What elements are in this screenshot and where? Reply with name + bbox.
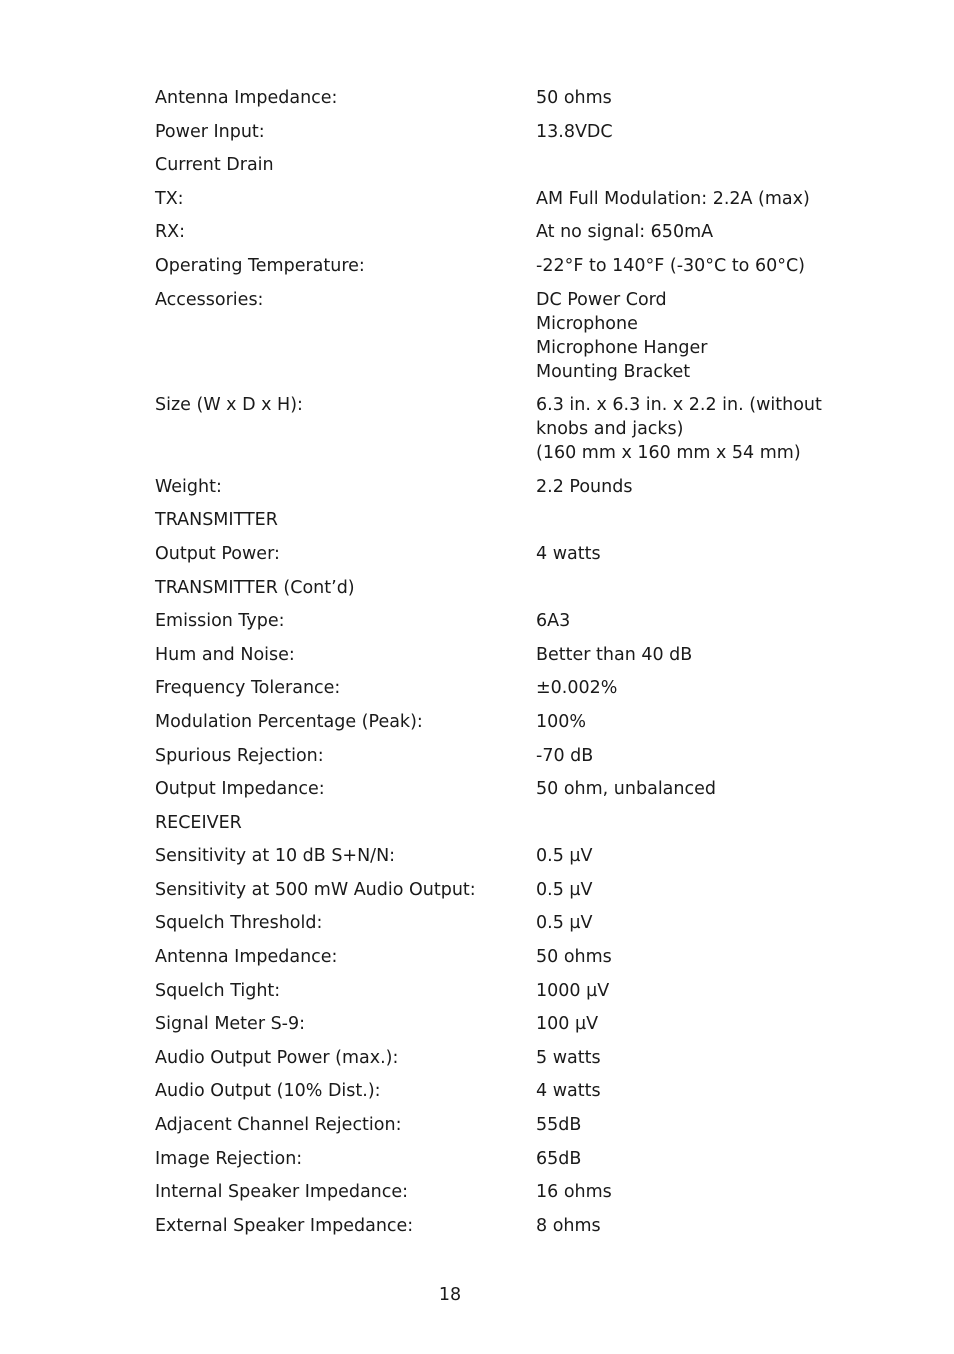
spec-value-line: 65dB xyxy=(536,1148,582,1169)
spec-value xyxy=(536,288,836,384)
spec-label: Signal Meter S-9: xyxy=(155,1014,306,1035)
spec-value xyxy=(536,508,836,532)
spec-value xyxy=(536,979,836,1003)
spec-row xyxy=(155,609,855,633)
spec-value xyxy=(536,1079,836,1103)
spec-value xyxy=(536,609,836,633)
spec-value-line: knobs and jacks) xyxy=(536,419,684,440)
spec-row xyxy=(155,979,855,1003)
spec-value-line: 100 µV xyxy=(536,1014,599,1035)
spec-label: Audio Output Power (max.): xyxy=(155,1047,399,1068)
spec-value-line: 0.5 µV xyxy=(536,846,593,867)
spec-value xyxy=(536,475,836,499)
spec-value xyxy=(536,393,836,465)
spec-value xyxy=(536,153,836,177)
spec-value xyxy=(536,1214,836,1238)
spec-value-line: At no signal: 650mA xyxy=(536,222,714,243)
spec-label: RX: xyxy=(155,222,186,243)
spec-value xyxy=(536,86,836,110)
spec-value-line: AM Full Modulation: 2.2A (max) xyxy=(536,188,810,209)
spec-value-line: -70 dB xyxy=(536,745,594,766)
spec-label: RECEIVER xyxy=(155,812,242,833)
spec-value-line: 50 ohms xyxy=(536,947,612,968)
spec-label: TRANSMITTER xyxy=(155,510,278,531)
spec-label: Output Impedance: xyxy=(155,779,325,800)
spec-label: Operating Temperature: xyxy=(155,255,365,276)
spec-value-line: 50 ohms xyxy=(536,88,612,108)
spec-value-line: Mounting Bracket xyxy=(536,361,691,382)
spec-row xyxy=(155,542,855,566)
spec-label: Squelch Threshold: xyxy=(155,913,323,934)
spec-label: Emission Type: xyxy=(155,611,285,632)
spec-row xyxy=(155,710,855,734)
spec-label: Internal Speaker Impedance: xyxy=(155,1182,409,1203)
spec-label: Sensitivity at 10 dB S+N/N: xyxy=(155,846,396,867)
spec-value-line: 13.8VDC xyxy=(536,121,613,142)
spec-row xyxy=(155,508,855,532)
spec-value xyxy=(536,676,836,700)
spec-value xyxy=(536,878,836,902)
spec-label: Sensitivity at 500 mW Audio Output: xyxy=(155,879,476,900)
spec-row xyxy=(155,811,855,835)
spec-value xyxy=(536,1180,836,1204)
spec-value xyxy=(536,744,836,768)
spec-value-line: Better than 40 dB xyxy=(536,644,693,665)
spec-value xyxy=(536,576,836,600)
spec-value-line: 1000 µV xyxy=(536,980,610,1001)
spec-label: Size (W x D x H): xyxy=(155,395,303,416)
spec-label: TX: xyxy=(155,188,184,209)
spec-label: Modulation Percentage (Peak): xyxy=(155,711,423,732)
page-number: 18 xyxy=(438,1285,462,1305)
spec-value xyxy=(536,643,836,667)
spec-value-line: 2.2 Pounds xyxy=(536,476,633,497)
spec-row xyxy=(155,1113,855,1137)
spec-row xyxy=(155,945,855,969)
spec-row xyxy=(155,86,855,110)
spec-value xyxy=(536,1147,836,1171)
spec-row xyxy=(155,254,855,278)
spec-row xyxy=(155,1079,855,1103)
spec-label: Hum and Noise: xyxy=(155,644,295,665)
spec-row xyxy=(155,777,855,801)
spec-row xyxy=(155,744,855,768)
spec-value xyxy=(536,542,836,566)
spec-value xyxy=(536,811,836,835)
spec-value-line: 0.5 µV xyxy=(536,879,593,900)
spec-label: Squelch Tight: xyxy=(155,980,281,1001)
spec-label: Image Rejection: xyxy=(155,1148,303,1169)
spec-label: Audio Output (10% Dist.): xyxy=(155,1081,381,1102)
spec-value xyxy=(536,254,836,278)
spec-row xyxy=(155,187,855,211)
spec-value-line: 16 ohms xyxy=(536,1182,612,1203)
spec-label: Frequency Tolerance: xyxy=(155,678,341,699)
spec-value-line: 6A3 xyxy=(536,611,571,632)
spec-value xyxy=(536,710,836,734)
spec-value xyxy=(536,220,836,244)
spec-row xyxy=(155,1180,855,1204)
spec-row xyxy=(155,911,855,935)
spec-row xyxy=(155,475,855,499)
spec-row xyxy=(155,1012,855,1036)
spec-value xyxy=(536,945,836,969)
spec-value xyxy=(536,1012,836,1036)
spec-value-line: 50 ohm, unbalanced xyxy=(536,779,716,800)
spec-row xyxy=(155,1214,855,1238)
spec-value-line: 0.5 µV xyxy=(536,913,593,934)
spec-label: External Speaker Impedance: xyxy=(155,1215,414,1236)
spec-label: Accessories: xyxy=(155,289,264,310)
spec-value xyxy=(536,1046,836,1070)
spec-value xyxy=(536,120,836,144)
spec-label: Antenna Impedance: xyxy=(155,88,338,108)
spec-row xyxy=(155,844,855,868)
spec-row xyxy=(155,576,855,600)
spec-label: Output Power: xyxy=(155,543,280,564)
spec-row xyxy=(155,120,855,144)
spec-value-line: 55dB xyxy=(536,1115,582,1136)
spec-value-line: -22°F to 140°F (-30°C to 60°C) xyxy=(536,255,806,276)
spec-label: Current Drain xyxy=(155,155,274,176)
spec-row xyxy=(155,220,855,244)
spec-label: Power Input: xyxy=(155,121,265,142)
specifications-table xyxy=(155,86,855,1247)
spec-label: Adjacent Channel Rejection: xyxy=(155,1115,402,1136)
spec-row xyxy=(155,1147,855,1171)
spec-row xyxy=(155,676,855,700)
spec-value-line: 8 ohms xyxy=(536,1215,601,1236)
spec-value-line: 4 watts xyxy=(536,1081,601,1102)
spec-row xyxy=(155,643,855,667)
spec-row xyxy=(155,153,855,177)
spec-value-line: 4 watts xyxy=(536,543,601,564)
spec-value-line: ±0.002% xyxy=(536,678,618,699)
spec-value-line: Microphone xyxy=(536,313,638,334)
spec-label: Antenna Impedance: xyxy=(155,947,338,968)
spec-value-line: (160 mm x 160 mm x 54 mm) xyxy=(536,443,801,464)
spec-label: Spurious Rejection: xyxy=(155,745,324,766)
spec-row xyxy=(155,393,855,465)
spec-value xyxy=(536,844,836,868)
spec-value xyxy=(536,1113,836,1137)
spec-value-line: DC Power Cord xyxy=(536,289,667,310)
spec-value xyxy=(536,911,836,935)
spec-row xyxy=(155,1046,855,1070)
spec-value xyxy=(536,187,836,211)
spec-value-line: Microphone Hanger xyxy=(536,337,708,358)
spec-value-line: 100% xyxy=(536,711,587,732)
spec-value xyxy=(536,777,836,801)
spec-row xyxy=(155,878,855,902)
spec-label: Weight: xyxy=(155,476,222,497)
spec-label: TRANSMITTER (Cont’d) xyxy=(155,577,355,598)
spec-value-line: 6.3 in. x 6.3 in. x 2.2 in. (without xyxy=(536,395,822,416)
spec-value-line: 5 watts xyxy=(536,1047,601,1068)
spec-row xyxy=(155,288,855,384)
